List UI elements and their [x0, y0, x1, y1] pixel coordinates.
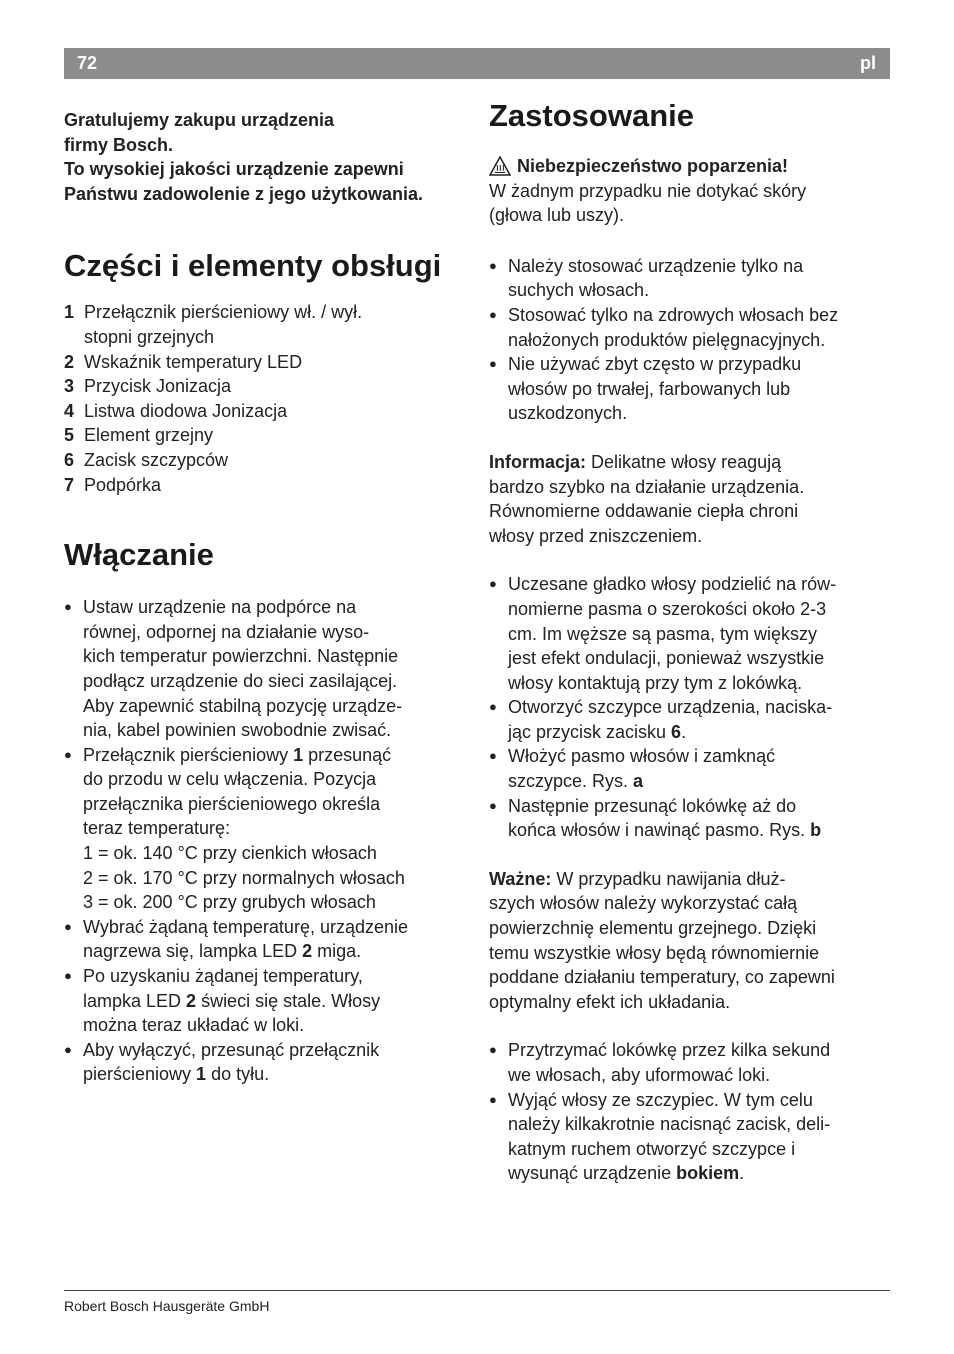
page-number: 72	[77, 53, 98, 73]
list-item: ● Wyjąć włosy ze szczypiec. W tym celu należy kilkakrotnie nacisnąć zacisk, deli- katnym ruchem otworzyć szczypce i wysunąć urządzenie bokiem.	[489, 1088, 891, 1186]
parts-heading: Części i elementy obsługi	[64, 248, 442, 284]
list-item: 2 Wskaźnik temperatury LED	[64, 351, 303, 372]
list-item: ● Aby wyłączyć, przesunąć przełącznik pierścieniowy 1 do tyłu.	[64, 1038, 464, 1087]
right-column	[489, 98, 891, 1186]
list-item: 4 Listwa diodowa Jonizacja	[64, 400, 288, 421]
list-item: 1 Przełącznik pierścieniowy wł. / wył. stopni grzejnych	[64, 302, 363, 347]
intro-line: Państwu zadowolenie z jego użytkowania.	[64, 183, 424, 204]
list-item: 7 Podpórka	[64, 474, 162, 495]
parts-list	[64, 300, 464, 497]
switch-on-list	[64, 595, 464, 1087]
footer-company: Robert Bosch Hausgeräte GmbH	[64, 1298, 270, 1314]
list-item: 5 Element grzejny	[64, 425, 214, 446]
list-item: ● Otworzyć szczypce urządzenia, naciska- jąc przycisk zacisku 6.	[489, 695, 891, 744]
list-item: ● Należy stosować urządzenie tylko na suchych włosach.	[489, 254, 891, 303]
left-column	[64, 108, 464, 1087]
list-item: ● Nie używać zbyt często w przypadku włosów po trwałej, farbowanych lub uszkodzonych.	[489, 352, 891, 426]
usage-list-b	[489, 572, 891, 843]
list-item: ● Przytrzymać lokówkę przez kilka sekund we włosach, aby uformować loki.	[489, 1038, 891, 1087]
footer-divider	[64, 1290, 890, 1291]
intro-text	[64, 108, 464, 206]
list-item: ● Stosować tylko na zdrowych włosach bez nałożonych produktów pielęgnacyjnych.	[489, 303, 891, 352]
list-item: ● Włożyć pasmo włosów i zamknąć szczypce. Rys. a	[489, 744, 891, 793]
page-header-bar	[64, 48, 890, 79]
important-paragraph: Ważne: W przypadku nawijania dłuż- szych włosów należy wykorzystać całą powierzchnię elementu grzejnego. Dzięki temu wszystkie włosy będą równomiernie poddane działaniu temperatury, co zapewni optymalny efekt ich układania.	[489, 868, 835, 1012]
language-code: pl	[860, 53, 876, 73]
usage-list-a	[489, 254, 891, 426]
list-item: ● Następnie przesunąć lokówkę aż do końca włosów i nawinąć pasmo. Rys. b	[489, 794, 891, 843]
intro-line: firmy Bosch.	[64, 134, 174, 155]
list-item: ● Przełącznik pierścieniowy 1 przesunąć do przodu w celu włączenia. Pozycja przełącznika pierścieniowego określa teraz temperaturę: 1 = ok. 140 °C przy cienkich włosach 2 = ok. 170 °C przy normalnych włosach 3 = ok. 200 °C przy grubych włosach	[64, 743, 464, 915]
warning-triangle-icon	[489, 156, 511, 176]
warning-block	[489, 154, 891, 228]
usage-list-c	[489, 1038, 891, 1186]
warning-line: W żadnym przypadku nie dotykać skóry	[489, 180, 807, 201]
usage-heading: Zastosowanie	[489, 98, 694, 133]
list-item: ● Po uzyskaniu żądanej temperatury, lampka LED 2 świeci się stale. Włosy można teraz układać w loki.	[64, 964, 464, 1038]
list-item: 6 Zacisk szczypców	[64, 449, 229, 470]
list-item: ● Uczesane gładko włosy podzielić na rów- nomierne pasma o szerokości około 2-3 cm. Im węższe są pasma, tym większy jest efekt ondulacji, ponieważ wszystkie włosy kontaktują przy tym z lokówką.	[489, 572, 891, 695]
warning-title: Niebezpieczeństwo poparzenia!	[517, 156, 789, 176]
intro-line: Gratulujemy zakupu urządzenia	[64, 110, 335, 130]
switch-on-heading: Włączanie	[64, 537, 214, 573]
list-item: ● Ustaw urządzenie na podpórce na równej, odpornej na działanie wyso- kich temperatur powierzchni. Następnie podłącz urządzenie do sieci zasilającej. Aby zapewnić stabilną pozycję urządze- nia, kabel powinien swobodnie zwisać.	[64, 595, 464, 743]
info-paragraph: Informacja: Delikatne włosy reagują bardzo szybko na działanie urządzenia. Równomierne oddawanie ciepła chroni włosy przed zniszczeniem.	[489, 451, 805, 546]
intro-line: To wysokiej jakości urządzenie zapewni	[64, 159, 404, 180]
warning-line: (głowa lub uszy).	[489, 205, 625, 226]
list-item: 3 Przycisk Jonizacja	[64, 376, 232, 397]
list-item: ● Wybrać żądaną temperaturę, urządzenie nagrzewa się, lampka LED 2 miga.	[64, 915, 464, 964]
